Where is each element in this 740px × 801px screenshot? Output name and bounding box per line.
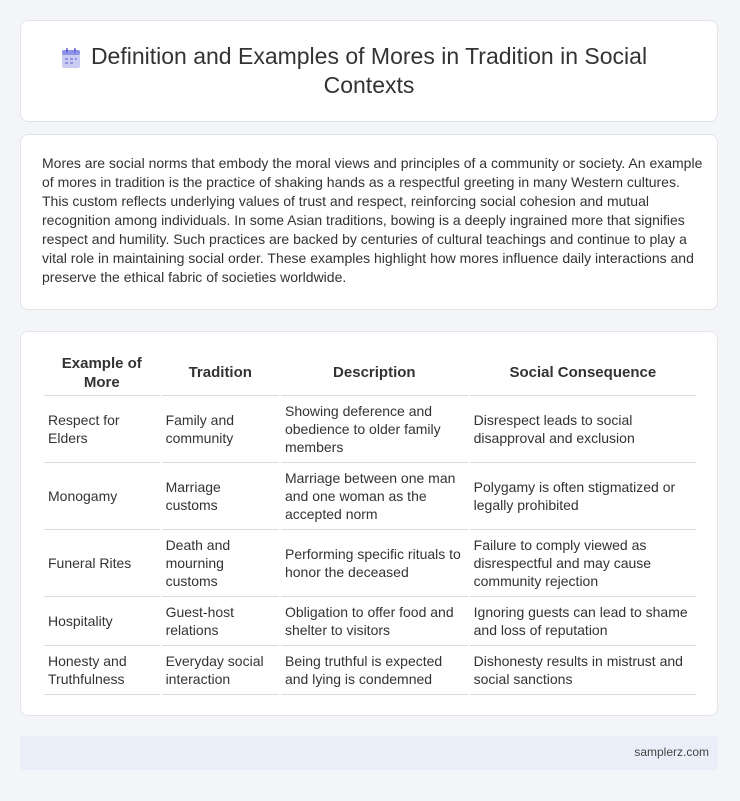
table-row	[44, 396, 696, 463]
column-header-consequence: Social Consequence	[470, 350, 696, 396]
title-card	[20, 20, 718, 122]
intro-paragraph: Mores are social norms that embody the moral views and principles of a community or society. An example of mores in tradition is the practice of shaking hands as a respectful greeting in many Western cultures. This custom reflects underlying values of trust and respect, reinforcing social cohesion and mutual recognition among individuals. In some Asian traditions, bowing is a deeply ingrained more that signifies respect and humility. Such practices are backed by centuries of cultural teachings and continue to play a vital role in maintaining social order. These examples highlight how mores influence daily interactions and preserve the ethical fabric of societies worldwide.	[42, 155, 703, 285]
table-row	[44, 597, 696, 646]
cell-example: Monogamy	[44, 463, 160, 530]
cell-consequence: Failure to comply viewed as disrespectful and may cause community rejection	[470, 530, 696, 597]
mores-table	[42, 350, 698, 695]
table-header-row	[44, 350, 696, 396]
column-header-tradition: Tradition	[162, 350, 279, 396]
cell-example: Funeral Rites	[44, 530, 160, 597]
cell-tradition: Guest-host relations	[162, 597, 279, 646]
table-card	[20, 331, 718, 716]
cell-example: Respect for Elders	[44, 396, 160, 463]
cell-description: Being truthful is expected and lying is condemned	[281, 646, 468, 695]
cell-consequence: Dishonesty results in mistrust and social sanctions	[470, 646, 696, 695]
column-header-description: Description	[281, 350, 468, 396]
table-row	[44, 530, 696, 597]
cell-tradition: Everyday social interaction	[162, 646, 279, 695]
cell-example: Hospitality	[44, 597, 160, 646]
cell-description: Obligation to offer food and shelter to visitors	[281, 597, 468, 646]
cell-description: Performing specific rituals to honor the deceased	[281, 530, 468, 597]
table-row	[44, 463, 696, 530]
cell-description: Marriage between one man and one woman as the accepted norm	[281, 463, 468, 530]
footer-bar	[20, 736, 718, 770]
cell-tradition: Death and mourning customs	[162, 530, 279, 597]
cell-tradition: Family and community	[162, 396, 279, 463]
cell-example: Honesty and Truthfulness	[44, 646, 160, 695]
cell-consequence: Polygamy is often stigmatized or legally prohibited	[470, 463, 696, 530]
intro-card	[20, 134, 718, 310]
column-header-example: Example of More	[44, 350, 160, 396]
cell-tradition: Marriage customs	[162, 463, 279, 530]
cell-consequence: Ignoring guests can lead to shame and loss of reputation	[470, 597, 696, 646]
footer-site-link[interactable]: samplerz.com	[634, 745, 709, 759]
table-row	[44, 646, 696, 695]
cell-consequence: Disrespect leads to social disapproval and exclusion	[470, 396, 696, 463]
cell-description: Showing deference and obedience to older family members	[281, 396, 468, 463]
page-title: Definition and Examples of Mores in Tradition in Social Contexts	[90, 43, 648, 98]
